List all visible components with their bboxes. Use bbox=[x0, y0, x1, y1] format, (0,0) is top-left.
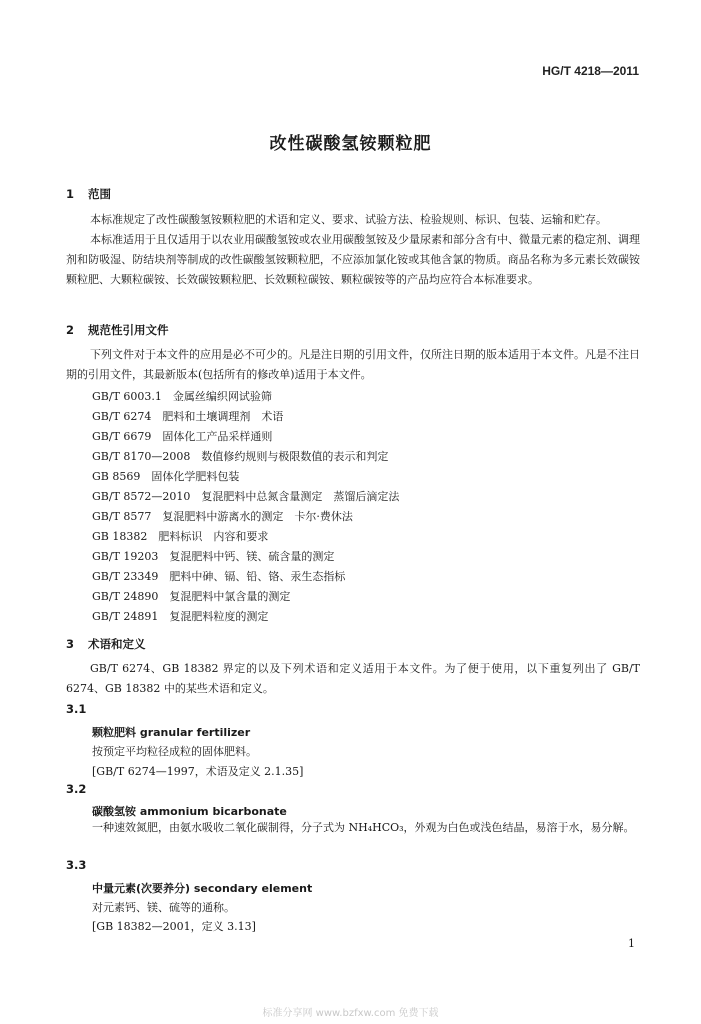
page-number: 1 bbox=[628, 937, 635, 950]
normative-reference: GB/T 6679 固体化工产品采样通则 bbox=[92, 430, 273, 443]
normative-reference: GB/T 19203 复混肥料中钙、镁、硫含量的测定 bbox=[92, 550, 335, 563]
normative-reference: GB/T 6274 肥料和土壤调理剂 术语 bbox=[92, 410, 284, 423]
section-2-heading bbox=[66, 322, 169, 338]
normative-reference: GB/T 8577 复混肥料中游离水的测定 卡尔·费休法 bbox=[92, 510, 353, 523]
standard-code: HG/T 4218—2011 bbox=[542, 64, 639, 78]
term-definition: 一种速效氮肥，由氨水吸收二氧化碳制得，分子式为 NH₄HCO₃，外观为白色或浅色结晶，易溶于水，易分解。 bbox=[92, 821, 635, 834]
term-definition: 按预定平均粒径成粒的固体肥料。 bbox=[92, 745, 257, 758]
section-title: 术语和定义 bbox=[88, 637, 146, 651]
section-title: 规范性引用文件 bbox=[88, 323, 169, 337]
normative-reference: GB/T 24891 复混肥料粒度的测定 bbox=[92, 610, 269, 623]
section-number: 2 bbox=[66, 323, 75, 337]
normative-reference: GB/T 8170—2008 数值修约规则与极限数值的表示和判定 bbox=[92, 450, 389, 463]
term-source: [GB/T 6274—1997，术语及定义 2.1.35] bbox=[92, 765, 304, 778]
section-number: 3 bbox=[66, 637, 75, 651]
section-title: 范围 bbox=[88, 187, 111, 201]
term-number: 3.1 bbox=[66, 702, 87, 716]
section-number: 1 bbox=[66, 187, 75, 201]
section-2-paragraph: 下列文件对于本文件的应用是必不可少的。凡是注日期的引用文件，仅所注日期的版本适用于本文件。凡是不注日期的引用文件，其最新版本(包括所有的修改单)适用于本文件。 bbox=[66, 348, 640, 381]
section-3-heading bbox=[66, 636, 146, 652]
normative-reference: GB/T 6003.1 金属丝编织网试验筛 bbox=[92, 390, 272, 403]
normative-reference: GB 8569 固体化学肥料包装 bbox=[92, 470, 240, 483]
normative-reference: GB/T 24890 复混肥料中氯含量的测定 bbox=[92, 590, 291, 603]
section-1-paragraph-1: 本标准规定了改性碳酸氢铵颗粒肥的术语和定义、要求、试验方法、检验规则、标识、包装、运输和贮存。 bbox=[90, 213, 607, 226]
document-title: 改性碳酸氢铵颗粒肥 bbox=[269, 134, 432, 154]
section-1-heading bbox=[66, 186, 111, 202]
watermark: 标准分享网 www.bzfxw.com 免费下载 bbox=[262, 1008, 439, 1019]
term-definition: 对元素钙、镁、硫等的通称。 bbox=[92, 901, 235, 914]
term-name: 碳酸氢铵 ammonium bicarbonate bbox=[92, 805, 287, 818]
term-number: 3.3 bbox=[66, 858, 87, 872]
normative-reference: GB 18382 肥料标识 内容和要求 bbox=[92, 530, 269, 543]
section-3-paragraph: GB/T 6274、GB 18382 界定的以及下列术语和定义适用于本文件。为了便于使用，以下重复列出了 GB/T 6274、GB 18382 中的某些术语和定义。 bbox=[66, 662, 640, 695]
term-name: 颗粒肥料 granular fertilizer bbox=[92, 726, 251, 739]
term-name: 中量元素(次要养分) secondary element bbox=[92, 882, 313, 895]
term-source: [GB 18382—2001，定义 3.13] bbox=[92, 920, 256, 933]
normative-reference: GB/T 23349 肥料中砷、镉、铅、铬、汞生态指标 bbox=[92, 570, 346, 583]
normative-reference: GB/T 8572—2010 复混肥料中总氮含量测定 蒸馏后滴定法 bbox=[92, 490, 400, 503]
term-number: 3.2 bbox=[66, 782, 87, 796]
section-1-paragraph-2: 本标准适用于且仅适用于以农业用碳酸氢铵或农业用碳酸氢铵及少量尿素和部分含有中、微量元素的稳定剂、调理剂和防吸湿、防结块剂等制成的改性碳酸氢铵颗粒肥，不应添加氯化铵或其他含氯的物质。商品名称为多元素长效碳铵颗粒肥、大颗粒碳铵、长效碳铵颗粒肥、长效颗粒碳铵、颗粒碳铵等的产品均应符合本标准要求。 bbox=[66, 233, 640, 286]
